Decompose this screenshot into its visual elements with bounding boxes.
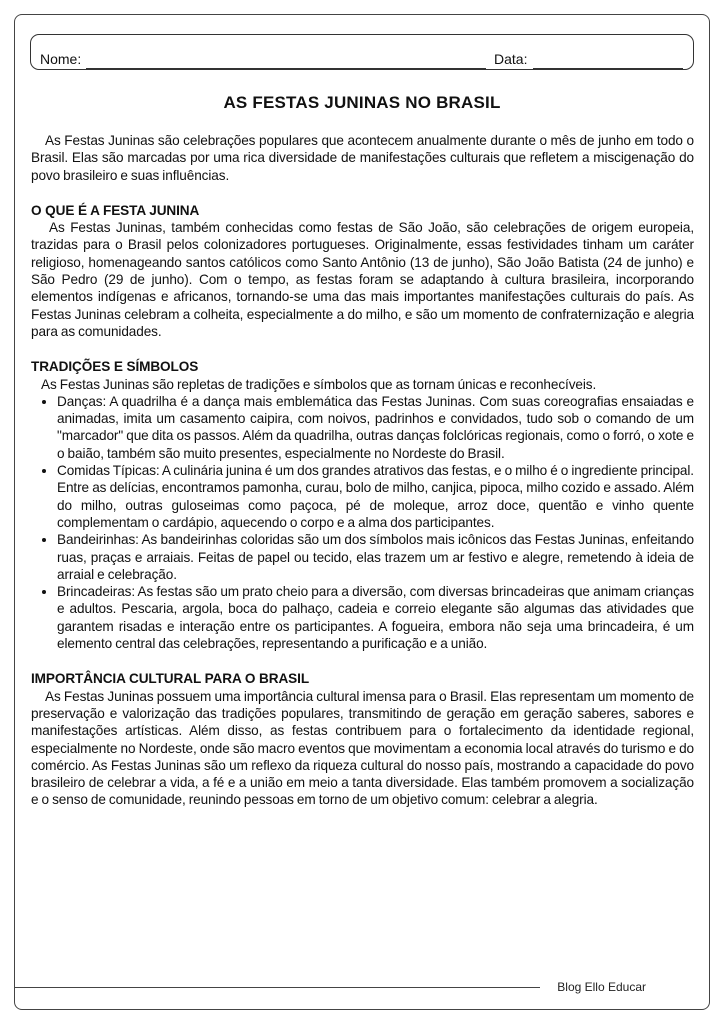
name-field-line[interactable] bbox=[86, 68, 486, 69]
traditions-list bbox=[31, 393, 694, 652]
section-paragraph-importance: As Festas Juninas possuem uma importância cultural imensa para o Brasil. Elas representam um momento de preservação e valorização das tradições populares, transmitindo de geração em geração saberes, sabores e manifestações artísticas. Além disso, as festas contribuem para o fortalecimento da identidade regional, especialmente no Nordeste, onde são macro eventos que movimentam a economia local através do turismo e do comércio. As Festas Juninas são um reflexo da riqueza cultural do nosso país, mostrando a capacidade do povo brasileiro de celebrar a vida, a fé e a união em meio a tanta diversidade. Elas também promovem a socialização e o senso de comunidade, reunindo pessoas em torno de um objetivo comum: celebrar a alegria. bbox=[31, 688, 694, 808]
list-item: • Bandeirinhas: As bandeirinhas coloridas são um dos símbolos mais icônicos das Festas Juninas, enfeitando ruas, praças e arraiais. Feitas de papel ou tecido, elas trazem um ar festivo e alegre, remetendo à ideia de arraial e celebração. bbox=[57, 531, 694, 583]
name-label: Nome: bbox=[40, 51, 82, 67]
list-item: • Brincadeiras: As festas são um prato cheio para a diversão, com diversas brincadeiras que animam crianças e adultos. Pescaria, argola, boca do palhaço, cadeia e correio elegante são algumas das atividades que garantem risadas e interação entre os participantes. A fogueira, embora não seja uma brincadeira, é um elemento central das celebrações, representando a purificação e a união. bbox=[57, 583, 694, 652]
intro-paragraph: As Festas Juninas são celebrações populares que acontecem anualmente durante o mês de junho em todo o Brasil. Elas são marcadas por uma rica diversidade de manifestações culturais que refletem a miscigenação do povo brasileiro e suas influências. bbox=[31, 133, 694, 183]
footer-credit: Blog Ello Educar bbox=[557, 980, 646, 994]
date-field-line[interactable] bbox=[533, 68, 683, 69]
article-body bbox=[31, 132, 694, 809]
date-label: Data: bbox=[494, 51, 528, 67]
student-header bbox=[30, 34, 694, 70]
footer-divider bbox=[14, 987, 540, 988]
section-heading-traditions: TRADIÇÕES E SÍMBOLOS bbox=[31, 359, 199, 375]
section-paragraph-what-is: As Festas Juninas, também conhecidas como festas de São João, são celebrações de origem europeia, trazidas para o Brasil pelos colonizadores portugueses. Originalmente, essas festividades tinham um caráter religioso, homenageando santos católicos como Santo Antônio (13 de junho), São João Batista (24 de junho) e São Pedro (29 de junho). Com o tempo, as festas foram se adaptando à cultura brasileira, incorporando elementos indígenas e africanos, tornando-se uma das mais importantes manifestações culturais do país. As Festas Juninas celebram a colheita, especialmente a do milho, e são um momento de confraternização e alegria para as comunidades. bbox=[31, 220, 694, 339]
section-heading-what-is: O QUE É A FESTA JUNINA bbox=[31, 202, 200, 218]
list-item: • Danças: A quadrilha é a dança mais emblemática das Festas Juninas. Com suas coreografias ensaiadas e animadas, imita um casamento caipira, com noivos, padrinhos e convidados, tudo sob o comando de um "marcador" que dita os passos. Além da quadrilha, outras danças folclóricas regionais, como o forró, o xote e o baião, também são muito presentes, especialmente no Nordeste do Brasil. bbox=[57, 393, 694, 462]
list-item: • Comidas Típicas: A culinária junina é um dos grandes atrativos das festas, e o milho é o ingrediente principal. Entre as delícias, encontramos pamonha, curau, bolo de milho, canjica, pipoca, milho cozido e assado. Além do milho, outras guloseimas como paçoca, pé de moleque, arroz doce, quentão e vinho quente complementam o cardápio, aquecendo o corpo e a alma dos participantes. bbox=[57, 462, 694, 531]
section-heading-importance: IMPORTÂNCIA CULTURAL PARA O BRASIL bbox=[31, 671, 310, 687]
page-title: AS FESTAS JUNINAS NO BRASIL bbox=[223, 93, 501, 112]
traditions-intro: As Festas Juninas são repletas de tradições e símbolos que as tornam únicas e reconhecíveis. bbox=[41, 376, 597, 392]
